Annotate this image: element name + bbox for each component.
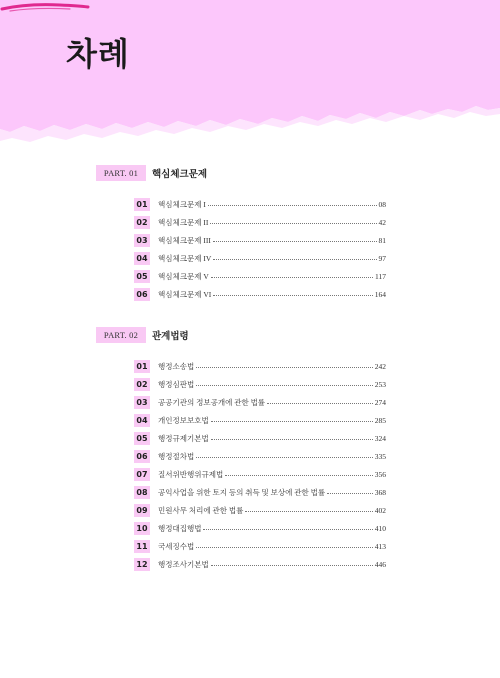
toc-item[interactable]	[134, 357, 386, 375]
toc-page: 413	[374, 541, 386, 551]
toc-number: 02	[134, 378, 150, 391]
part-tag: PART. 02	[96, 327, 146, 343]
toc-number: 04	[134, 252, 150, 265]
leader-dots	[196, 457, 373, 458]
leader-dots	[211, 565, 373, 566]
page-title: 차례	[66, 35, 130, 73]
leader-dots	[245, 511, 372, 512]
toc-label: 행정심판법	[158, 379, 195, 389]
part-tag: PART. 01	[96, 165, 146, 181]
toc-label: 핵심체크문제 V	[158, 271, 209, 281]
toc-label: 핵심체크문제 III	[158, 235, 211, 245]
toc-item[interactable]	[134, 483, 386, 501]
toc-item[interactable]	[134, 267, 386, 285]
leader-dots	[211, 421, 373, 422]
part-title: 관계법령	[152, 331, 189, 342]
leader-dots	[196, 367, 373, 368]
toc-list	[134, 195, 386, 303]
leader-dots	[327, 493, 373, 494]
toc-number: 06	[134, 288, 150, 301]
toc-label: 행정대집행법	[158, 523, 202, 533]
toc-page: 402	[374, 505, 386, 515]
toc-number: 03	[134, 396, 150, 409]
toc-label: 행정조사기본법	[158, 559, 209, 569]
toc-item[interactable]	[134, 195, 386, 213]
leader-dots	[225, 475, 373, 476]
toc-page: 335	[374, 451, 386, 461]
toc-number: 01	[134, 198, 150, 211]
toc-label: 행정소송법	[158, 361, 195, 371]
title-underline	[0, 0, 90, 14]
toc-number: 03	[134, 234, 150, 247]
leader-dots	[213, 259, 376, 260]
toc-item[interactable]	[134, 519, 386, 537]
toc-label: 국세징수법	[158, 541, 195, 551]
toc-number: 12	[134, 558, 150, 571]
toc-number: 02	[134, 216, 150, 229]
toc-page: 08	[378, 199, 386, 209]
toc-item[interactable]	[134, 447, 386, 465]
toc-number: 10	[134, 522, 150, 535]
toc-page: 164	[374, 289, 386, 299]
toc-item[interactable]	[134, 375, 386, 393]
toc-number: 09	[134, 504, 150, 517]
toc-number: 11	[134, 540, 150, 553]
leader-dots	[213, 241, 377, 242]
toc-page: 253	[374, 379, 386, 389]
toc-item[interactable]	[134, 249, 386, 267]
toc-page: 324	[374, 433, 386, 443]
torn-paper-background	[0, 0, 500, 150]
toc-label: 질서위반행위규제법	[158, 469, 224, 479]
toc-label: 핵심체크문제 IV	[158, 253, 212, 263]
part-heading	[96, 327, 189, 343]
part-heading	[96, 165, 207, 181]
header-banner	[0, 0, 500, 150]
toc-list	[134, 357, 386, 573]
part-title: 핵심체크문제	[152, 169, 208, 180]
toc-label: 핵심체크문제 II	[158, 217, 209, 227]
toc-page: 242	[374, 361, 386, 371]
leader-dots	[210, 223, 376, 224]
leader-dots	[208, 205, 377, 206]
toc-item[interactable]	[134, 393, 386, 411]
toc-label: 행정규제기본법	[158, 433, 209, 443]
toc-item[interactable]	[134, 411, 386, 429]
toc-label: 개인정보보호법	[158, 415, 209, 425]
toc-item[interactable]	[134, 213, 386, 231]
toc-item[interactable]	[134, 285, 386, 303]
toc-number: 04	[134, 414, 150, 427]
toc-page: 410	[374, 523, 386, 533]
toc-page: 42	[378, 217, 386, 227]
toc-label: 공공기관의 정보공개에 관한 법률	[158, 397, 266, 407]
leader-dots	[196, 547, 373, 548]
toc-item[interactable]	[134, 537, 386, 555]
toc-item[interactable]	[134, 465, 386, 483]
toc-number: 05	[134, 270, 150, 283]
toc-label: 행정절차법	[158, 451, 195, 461]
toc-number: 06	[134, 450, 150, 463]
toc-number: 07	[134, 468, 150, 481]
toc-page: 274	[374, 397, 386, 407]
leader-dots	[196, 385, 373, 386]
toc-page: 446	[374, 559, 386, 569]
leader-dots	[267, 403, 373, 404]
leader-dots	[211, 277, 373, 278]
toc-number: 08	[134, 486, 150, 499]
toc-label: 핵심체크문제 I	[158, 199, 206, 209]
toc-page: 97	[378, 253, 386, 263]
toc-item[interactable]	[134, 555, 386, 573]
toc-page: 81	[378, 235, 386, 245]
toc-number: 01	[134, 360, 150, 373]
toc-page: 117	[375, 271, 386, 281]
leader-dots	[213, 295, 372, 296]
toc-number: 05	[134, 432, 150, 445]
toc-item[interactable]	[134, 429, 386, 447]
leader-dots	[203, 529, 372, 530]
toc-page: 368	[374, 487, 386, 497]
leader-dots	[211, 439, 373, 440]
toc-label: 핵심체크문제 VI	[158, 289, 212, 299]
toc-page: 356	[374, 469, 386, 479]
toc-item[interactable]	[134, 501, 386, 519]
toc-item[interactable]	[134, 231, 386, 249]
toc-page: 285	[374, 415, 386, 425]
toc-label: 공익사업을 위한 토지 등의 취득 및 보상에 관한 법률	[158, 487, 326, 497]
toc-label: 민원사무 처리에 관한 법률	[158, 505, 244, 515]
